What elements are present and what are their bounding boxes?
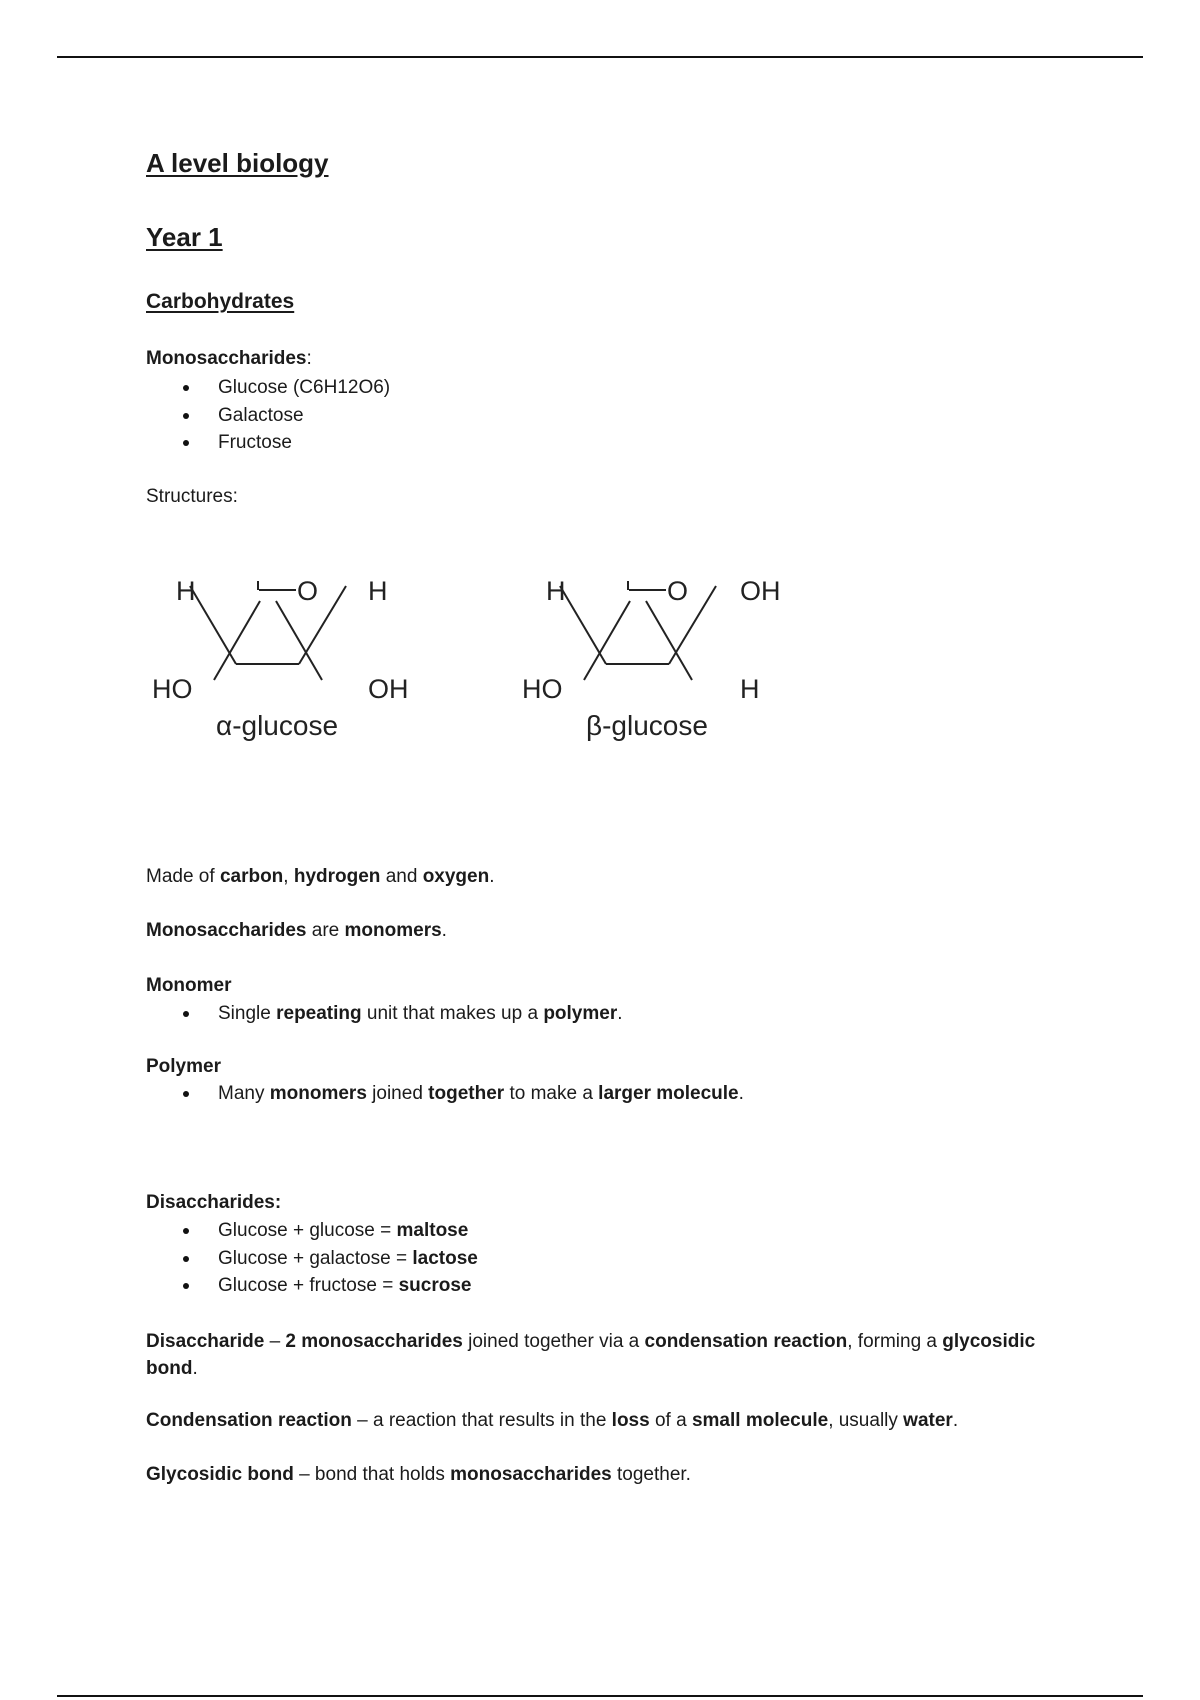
monosaccharides-heading (146, 348, 312, 370)
footer-rule (57, 1695, 1143, 1697)
alpha-ring-oxygen-label: O (297, 576, 319, 606)
bold-run: together (428, 1083, 505, 1104)
text-run: are (306, 920, 345, 941)
glycosidic-definition (146, 1464, 691, 1486)
bullet-icon (183, 440, 189, 446)
text-run: Single (218, 1003, 277, 1024)
polymer-heading: Polymer (146, 1056, 221, 1077)
alpha-bottom-right-label: OH (368, 674, 409, 704)
text-run: Many (218, 1083, 270, 1104)
section-heading: Carbohydrates (146, 290, 295, 313)
text-run: . (617, 1003, 623, 1024)
alpha-glucose-caption: α-glucose (216, 710, 339, 741)
polymer-list (146, 1082, 744, 1110)
bullet-icon (183, 1283, 189, 1289)
structures-label: Structures: (146, 486, 238, 507)
disaccharide-definition (146, 1328, 1035, 1382)
bold-run: repeating (276, 1003, 362, 1024)
bold-run: small molecule (691, 1410, 829, 1431)
beta-ring-oxygen-label: O (667, 576, 689, 606)
text-run: . (192, 1358, 198, 1379)
bold-run: lactose (412, 1247, 478, 1269)
list-item (146, 1219, 478, 1247)
bullet-icon (183, 1228, 189, 1234)
list-item (146, 376, 390, 404)
list-item-text: Fructose (218, 432, 292, 453)
bold-run: monomers (269, 1083, 367, 1104)
text-run: of a (649, 1410, 692, 1431)
bullet-icon (183, 385, 189, 391)
list-item (146, 1002, 623, 1030)
document-title: A level biology (146, 148, 329, 178)
beta-top-left-label: H (546, 576, 566, 606)
text-run: , usually (828, 1410, 904, 1431)
bold-run: larger molecule (598, 1083, 739, 1104)
disaccharides-list (146, 1219, 478, 1302)
monosaccharides-label: Monosaccharides (146, 348, 307, 369)
bold-run: Monosaccharides (146, 920, 307, 941)
bold-run: 2 monosaccharides (285, 1331, 463, 1352)
bold-run: carbon (219, 866, 284, 887)
text-run: – bond that holds (293, 1464, 451, 1485)
condensation-definition (146, 1410, 958, 1432)
alpha-top-left-label: H (176, 576, 196, 606)
text-run: – (264, 1331, 286, 1352)
bold-run: loss (611, 1410, 650, 1431)
bold-run: sucrose (398, 1275, 472, 1296)
text-run: together. (611, 1464, 691, 1485)
list-item (146, 1274, 478, 1302)
alpha-top-right-label: H (368, 576, 388, 606)
beta-top-right-label: OH (740, 576, 781, 606)
bold-run: condensation reaction (644, 1331, 848, 1352)
text-run: , (283, 866, 294, 887)
bold-run: Glycosidic bond (146, 1464, 294, 1485)
text-run: . (952, 1410, 959, 1431)
monosaccharides-monomers-paragraph (146, 920, 447, 942)
text-run: – a reaction that results in the (351, 1410, 612, 1431)
monosaccharides-colon: : (306, 348, 312, 369)
bold-run: maltose (396, 1220, 469, 1241)
header-rule (57, 56, 1143, 58)
monomer-heading: Monomer (146, 975, 232, 996)
text-run: . (441, 920, 447, 941)
monomer-list (146, 1002, 623, 1030)
text-run: , forming a (847, 1331, 943, 1352)
year-heading: Year 1 (146, 222, 223, 252)
text-run: . (489, 866, 495, 887)
bold-run: Condensation reaction (146, 1410, 352, 1431)
list-item (146, 431, 390, 459)
alpha-bottom-left-label: HO (152, 674, 193, 704)
glucose-structures-figure (146, 560, 806, 765)
text-run: to make a (504, 1083, 599, 1104)
text-run: Made of (146, 866, 220, 887)
list-item (146, 1082, 744, 1110)
text-run: joined together via a (462, 1331, 645, 1352)
monosaccharides-list (146, 376, 390, 459)
bold-run: oxygen (422, 866, 490, 887)
made-of-paragraph (146, 866, 495, 888)
text-run: unit that makes up a (361, 1003, 544, 1024)
bullet-icon (183, 413, 189, 419)
bold-run: Disaccharide (146, 1331, 265, 1352)
text-run: . (738, 1083, 744, 1104)
text-run: and (380, 866, 423, 887)
bold-run: monomers (344, 920, 442, 941)
bold-run: water (903, 1410, 953, 1431)
text-run: Glucose + glucose = (218, 1220, 397, 1241)
beta-glucose-structure (560, 581, 716, 680)
bold-run: bond (146, 1358, 193, 1379)
bold-run: glycosidic (942, 1331, 1036, 1352)
beta-glucose-caption: β-glucose (586, 710, 708, 741)
bullet-icon (183, 1091, 189, 1097)
text-run: Glucose + galactose = (218, 1247, 413, 1269)
list-item (146, 404, 390, 432)
beta-bottom-left-label: HO (522, 674, 563, 704)
beta-bottom-right-label: H (740, 674, 760, 704)
bullet-icon (183, 1011, 189, 1017)
bold-run: hydrogen (293, 866, 381, 887)
bold-run: monosaccharides (450, 1464, 612, 1485)
glucose-structures-svg (146, 560, 806, 760)
bold-run: polymer (543, 1003, 618, 1024)
list-item-text: Galactose (218, 404, 304, 426)
text-run: joined (366, 1083, 429, 1104)
list-item (146, 1247, 478, 1275)
list-item-text: Glucose (C6H12O6) (218, 377, 391, 398)
alpha-glucose-structure (190, 581, 346, 680)
bullet-icon (183, 1256, 189, 1262)
disaccharides-heading: Disaccharides: (146, 1192, 282, 1213)
text-run: Glucose + fructose = (218, 1275, 399, 1296)
